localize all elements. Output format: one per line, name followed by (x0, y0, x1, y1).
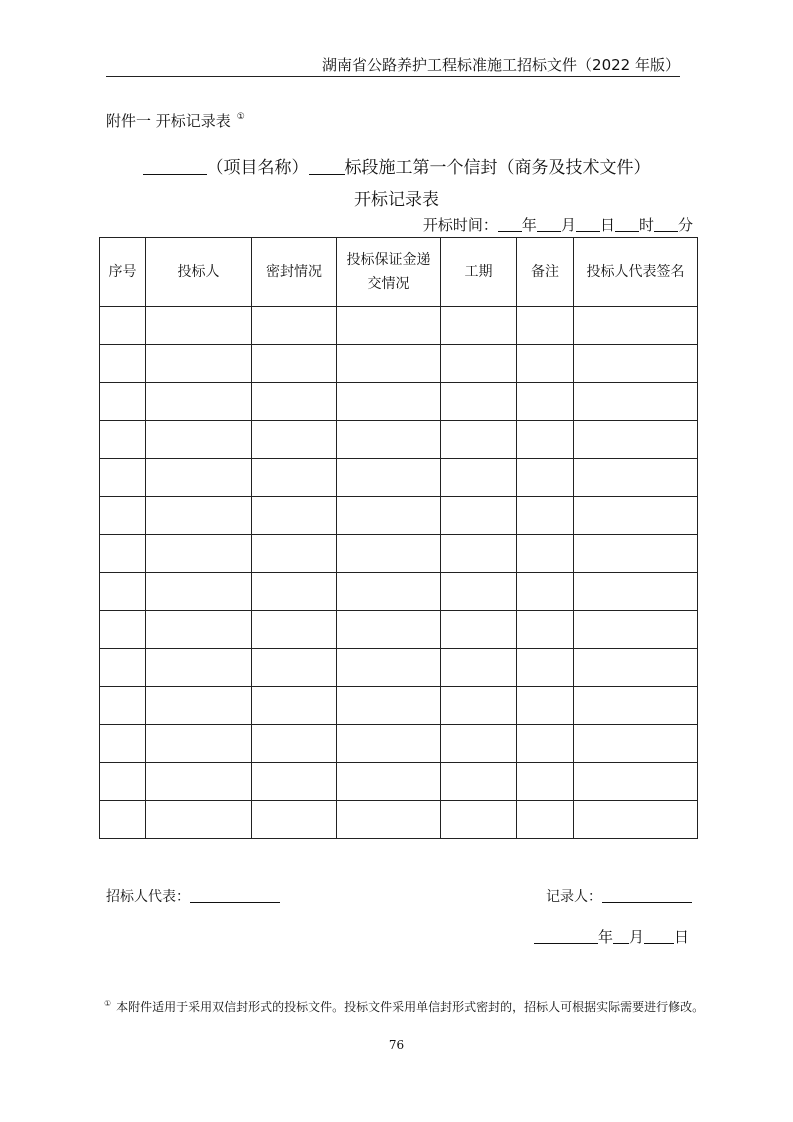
table-row (100, 687, 698, 725)
col-header-deposit: 投标保证金递交情况 (337, 238, 441, 307)
table-cell[interactable] (146, 459, 252, 497)
document-title (0, 153, 793, 178)
table-cell[interactable] (337, 535, 441, 573)
page-number: 76 (388, 1038, 405, 1052)
tenderer-rep-blank[interactable] (190, 888, 280, 903)
table-cell[interactable] (100, 763, 146, 801)
table-cell[interactable] (517, 307, 574, 345)
table-cell[interactable] (252, 573, 337, 611)
table-cell[interactable] (574, 421, 698, 459)
table-cell[interactable] (441, 535, 517, 573)
table-cell[interactable] (574, 763, 698, 801)
table-cell[interactable] (517, 763, 574, 801)
table-cell[interactable] (100, 345, 146, 383)
segment-label: 标段施工第一个信封（商务及技术文件） (344, 158, 651, 178)
table-cell[interactable] (146, 383, 252, 421)
table-cell[interactable] (252, 725, 337, 763)
table-cell[interactable] (337, 649, 441, 687)
table-cell[interactable] (146, 535, 252, 573)
table-cell[interactable] (441, 725, 517, 763)
table-cell[interactable] (252, 535, 337, 573)
table-cell[interactable] (337, 307, 441, 345)
table-cell[interactable] (517, 611, 574, 649)
table-cell[interactable] (146, 611, 252, 649)
table-cell[interactable] (252, 497, 337, 535)
table-cell[interactable] (100, 459, 146, 497)
table-cell[interactable] (252, 345, 337, 383)
table-cell[interactable] (146, 307, 252, 345)
month-blank (537, 217, 561, 232)
attachment-heading (106, 110, 245, 131)
table-cell[interactable] (441, 649, 517, 687)
table-cell[interactable] (517, 497, 574, 535)
table-cell[interactable] (517, 725, 574, 763)
table-cell[interactable] (100, 497, 146, 535)
table-row (100, 763, 698, 801)
table-cell[interactable] (574, 687, 698, 725)
opening-record-table (99, 237, 698, 839)
table-cell[interactable] (441, 497, 517, 535)
table-row (100, 649, 698, 687)
table-cell[interactable] (517, 535, 574, 573)
table-row (100, 725, 698, 763)
table-row (100, 421, 698, 459)
table-cell[interactable] (337, 573, 441, 611)
table-cell[interactable] (517, 421, 574, 459)
col-header-bidder: 投标人 (146, 238, 252, 307)
table-row (100, 611, 698, 649)
header-divider (106, 76, 680, 77)
footnote-marker: ① (104, 999, 112, 1008)
hour-blank (615, 217, 639, 232)
col-header-duration: 工期 (441, 238, 517, 307)
table-cell[interactable] (146, 421, 252, 459)
table-cell[interactable] (146, 763, 252, 801)
table-cell[interactable] (146, 649, 252, 687)
date-line (534, 926, 689, 947)
table-cell[interactable] (337, 801, 441, 839)
table-row (100, 535, 698, 573)
table-cell[interactable] (574, 611, 698, 649)
table-cell[interactable] (574, 535, 698, 573)
table-cell[interactable] (441, 345, 517, 383)
table-cell[interactable] (517, 649, 574, 687)
table-cell[interactable] (441, 801, 517, 839)
table-cell[interactable] (517, 687, 574, 725)
table-cell[interactable] (337, 345, 441, 383)
table-cell[interactable] (146, 687, 252, 725)
table-cell[interactable] (574, 345, 698, 383)
table-cell[interactable] (337, 763, 441, 801)
table-cell[interactable] (252, 801, 337, 839)
attachment-label: 附件一 开标记录表 (106, 112, 231, 130)
table-cell[interactable] (574, 307, 698, 345)
recorder-label: 记录人： (546, 889, 602, 905)
table-cell[interactable] (337, 459, 441, 497)
table-cell[interactable] (100, 573, 146, 611)
table-cell[interactable] (252, 687, 337, 725)
table-cell[interactable] (252, 383, 337, 421)
table-cell[interactable] (517, 573, 574, 611)
table-cell[interactable] (337, 687, 441, 725)
opening-time-label: 开标时间： (422, 216, 498, 234)
col-header-remarks: 备注 (517, 238, 574, 307)
table-cell[interactable] (252, 459, 337, 497)
tenderer-rep-label: 招标人代表： (106, 889, 190, 905)
date-year-label: 年 (597, 928, 613, 946)
col-header-seal: 密封情况 (252, 238, 337, 307)
footnote-ref: ① (236, 112, 245, 122)
table-cell[interactable] (252, 307, 337, 345)
project-name-label: （项目名称） (206, 158, 309, 178)
table-cell[interactable] (517, 383, 574, 421)
table-cell[interactable] (146, 497, 252, 535)
table-row (100, 573, 698, 611)
date-year-blank[interactable] (534, 928, 598, 944)
table-cell[interactable] (337, 383, 441, 421)
table-cell[interactable] (100, 725, 146, 763)
table-cell[interactable] (517, 801, 574, 839)
table-cell[interactable] (252, 421, 337, 459)
table-cell[interactable] (146, 573, 252, 611)
table-cell[interactable] (100, 801, 146, 839)
table-cell[interactable] (100, 421, 146, 459)
table-cell[interactable] (252, 611, 337, 649)
table-row (100, 497, 698, 535)
table-cell[interactable] (337, 725, 441, 763)
table-row (100, 307, 698, 345)
table-cell[interactable] (337, 421, 441, 459)
minute-blank (654, 217, 678, 232)
recorder-blank[interactable] (602, 888, 692, 903)
recorder-signature (546, 886, 692, 906)
table-cell[interactable] (517, 345, 574, 383)
year-label: 年 (521, 216, 537, 234)
opening-time-line (423, 214, 693, 235)
tenderer-rep-signature (106, 886, 280, 906)
project-name-blank (143, 159, 207, 175)
table-row (100, 383, 698, 421)
table-cell[interactable] (100, 687, 146, 725)
table-row (100, 459, 698, 497)
year-blank (498, 217, 522, 232)
date-month-blank[interactable] (613, 928, 629, 944)
date-day-blank[interactable] (644, 928, 674, 944)
col-header-signature: 投标人代表签名 (574, 238, 698, 307)
table-cell[interactable] (441, 307, 517, 345)
day-blank (576, 217, 600, 232)
table-cell[interactable] (574, 497, 698, 535)
table-cell[interactable] (146, 345, 252, 383)
table-header-row (100, 238, 698, 307)
document-subtitle: 开标记录表 (354, 190, 439, 210)
hour-label: 时 (638, 216, 654, 234)
date-day-label: 日 (673, 928, 689, 946)
table-cell[interactable] (441, 573, 517, 611)
day-label: 日 (599, 216, 615, 234)
table-cell[interactable] (100, 307, 146, 345)
footnote (104, 998, 704, 1015)
table-cell[interactable] (100, 611, 146, 649)
table-cell[interactable] (146, 725, 252, 763)
table-cell[interactable] (517, 459, 574, 497)
table-cell[interactable] (441, 687, 517, 725)
running-header: 湖南省公路养护工程标准施工招标文件（2022 年版） (322, 56, 680, 74)
table-cell[interactable] (574, 383, 698, 421)
table-cell[interactable] (574, 573, 698, 611)
table-cell[interactable] (574, 725, 698, 763)
table-cell[interactable] (337, 497, 441, 535)
month-label: 月 (560, 216, 576, 234)
table-cell[interactable] (574, 649, 698, 687)
date-month-label: 月 (628, 928, 644, 946)
table-row (100, 801, 698, 839)
table-cell[interactable] (337, 611, 441, 649)
table-cell[interactable] (100, 649, 146, 687)
table-cell[interactable] (441, 611, 517, 649)
minute-label: 分 (677, 216, 693, 234)
col-header-seq: 序号 (100, 238, 146, 307)
table-body (100, 307, 698, 839)
table-cell[interactable] (574, 459, 698, 497)
segment-blank (309, 159, 345, 175)
table-cell[interactable] (100, 535, 146, 573)
table-cell[interactable] (441, 763, 517, 801)
footnote-text: 本附件适用于采用双信封形式的投标文件。投标文件采用单信封形式密封的，招标人可根据实际需要进行修改。 (116, 1000, 705, 1014)
table-cell[interactable] (252, 763, 337, 801)
table-cell[interactable] (441, 383, 517, 421)
table-cell[interactable] (441, 459, 517, 497)
table-cell[interactable] (100, 383, 146, 421)
table-cell[interactable] (252, 649, 337, 687)
table-cell[interactable] (146, 801, 252, 839)
table-cell[interactable] (574, 801, 698, 839)
table-row (100, 345, 698, 383)
table-cell[interactable] (441, 421, 517, 459)
